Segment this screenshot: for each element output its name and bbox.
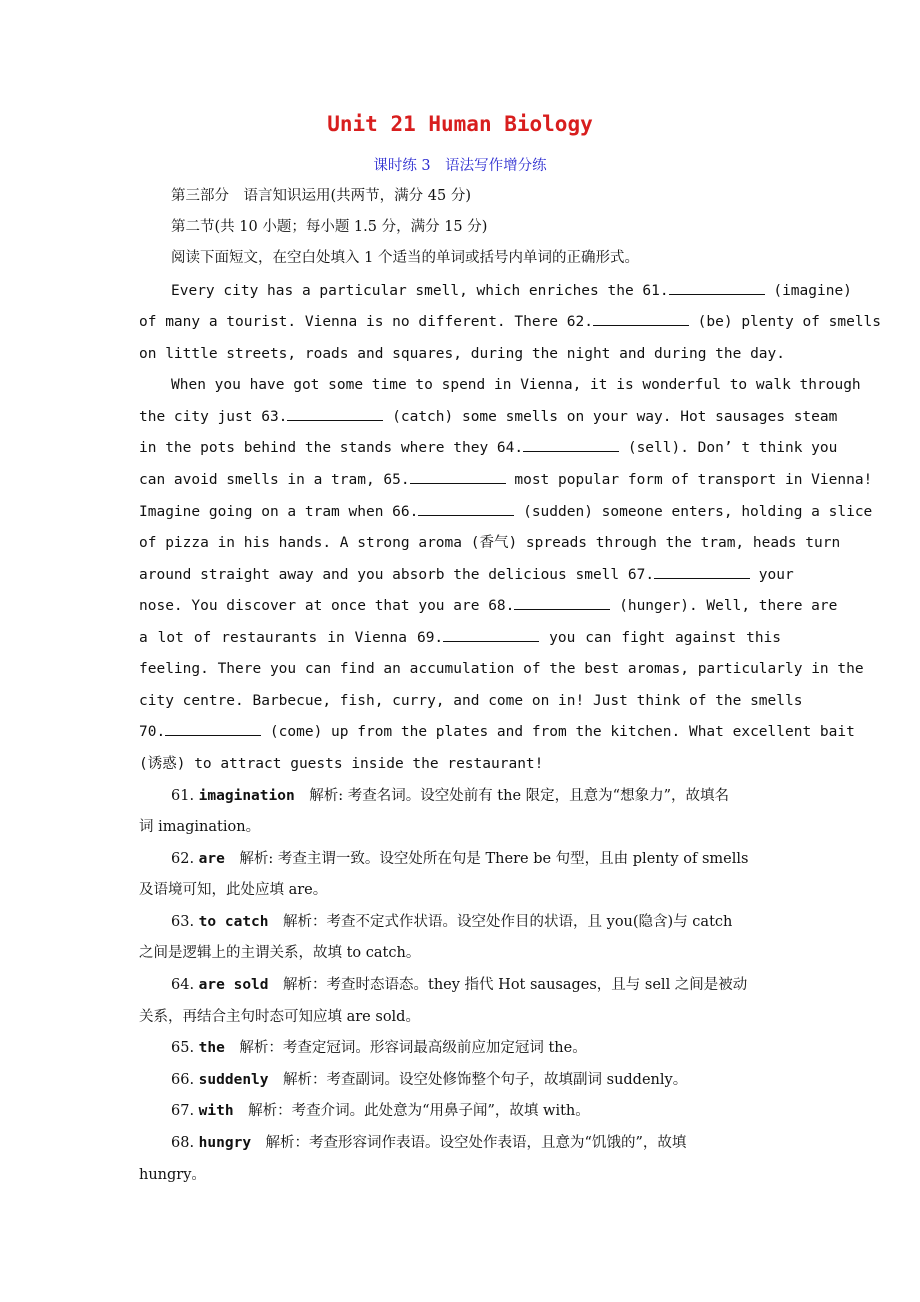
section-part-heading: 第三部分 语言知识运用(共两节，满分 45 分) xyxy=(171,188,471,204)
blank-61[interactable] xyxy=(669,282,765,295)
answer-67: 67. with 解析：考查介词。此处意为“用鼻子闻”，故填 with。 xyxy=(171,1103,590,1119)
blank-69[interactable] xyxy=(443,629,539,642)
answer-65: 65. the 解析：考查定冠词。形容词最高级前应加定冠词 the。 xyxy=(171,1040,587,1056)
page-subtitle: 课时练 3 语法写作增分练 xyxy=(373,158,547,174)
passage-line: of many a tourist. Vienna is no different. There 62. (be) plenty of smells xyxy=(139,314,882,330)
blank-64[interactable] xyxy=(523,439,619,452)
blank-62[interactable] xyxy=(593,313,689,326)
answer-64: 64. are sold 解析：考查时态语态。they 指代 Hot sausages，且与 sell 之间是被动 xyxy=(171,977,748,993)
passage-line: feeling. There you can find an accumulation of the best aromas, particularly in the xyxy=(139,661,864,677)
answer-61-cont: 词 imagination。 xyxy=(139,819,261,835)
instruction-text: 阅读下面短文，在空白处填入 1 个适当的单词或括号内单词的正确形式。 xyxy=(171,250,639,266)
passage-line: nose. You discover at once that you are 68. (hunger). Well, there are xyxy=(139,598,838,614)
answer-61: 61. imagination 解析: 考查名词。设空处前有 the 限定，且意为“想象力”，故填名 xyxy=(171,788,729,804)
answer-64-cont: 关系，再结合主句时态可知应填 are sold。 xyxy=(139,1009,420,1025)
blank-67[interactable] xyxy=(654,566,750,579)
answer-62-cont: 及语境可知，此处应填 are。 xyxy=(139,882,328,898)
blank-68[interactable] xyxy=(514,597,610,610)
passage-line: can avoid smells in a tram, 65. most popular form of transport in Vienna! xyxy=(139,472,873,488)
answer-63-cont: 之间是逻辑上的主谓关系，故填 to catch。 xyxy=(139,945,421,961)
passage-line: on little streets, roads and squares, during the night and during the day. xyxy=(139,346,786,362)
blank-63[interactable] xyxy=(287,408,383,421)
blank-66[interactable] xyxy=(418,503,514,516)
passage-line: Imagine going on a tram when 66. (sudden) someone enters, holding a slice xyxy=(139,504,873,520)
passage-line: of pizza in his hands. A strong aroma (香气) spreads through the tram, heads turn xyxy=(139,535,841,551)
passage-line: When you have got some time to spend in Vienna, it is wonderful to walk through xyxy=(171,377,861,393)
passage-line: the city just 63. (catch) some smells on your way. Hot sausages steam xyxy=(139,409,838,425)
answer-68-cont: hungry。 xyxy=(139,1167,206,1183)
passage-line: Every city has a particular smell, which enriches the 61. (imagine) xyxy=(171,283,852,299)
page-title: Unit 21 Human Biology xyxy=(327,112,593,136)
passage-line: 70. (come) up from the plates and from the kitchen. What excellent bait xyxy=(139,724,855,740)
answer-68: 68. hungry 解析：考查形容词作表语。设空处作表语，且意为“饥饿的”，故填 xyxy=(171,1135,687,1151)
section-two-heading: 第二节(共 10 小题；每小题 1.5 分，满分 15 分) xyxy=(171,219,488,235)
passage-line: a lot of restaurants in Vienna 69. you can fight against this xyxy=(139,630,782,646)
passage-line: city centre. Barbecue, fish, curry, and come on in! Just think of the smells xyxy=(139,693,803,709)
blank-65[interactable] xyxy=(410,471,506,484)
answer-66: 66. suddenly 解析：考查副词。设空处修饰整个句子，故填副词 suddenly。 xyxy=(171,1072,688,1088)
answer-63: 63. to catch 解析：考查不定式作状语。设空处作目的状语，且 you(隐含)与 catch xyxy=(171,914,733,930)
passage-line: in the pots behind the stands where they 64. (sell). Don’ t think you xyxy=(139,440,838,456)
answer-62: 62. are 解析: 考查主谓一致。设空处所在句是 There be 句型，且由 plenty of smells xyxy=(171,851,749,867)
passage-line: around straight away and you absorb the delicious smell 67. your xyxy=(139,567,794,583)
blank-70[interactable] xyxy=(165,723,261,736)
passage-line: (诱惑) to attract guests inside the restaurant! xyxy=(139,756,544,772)
